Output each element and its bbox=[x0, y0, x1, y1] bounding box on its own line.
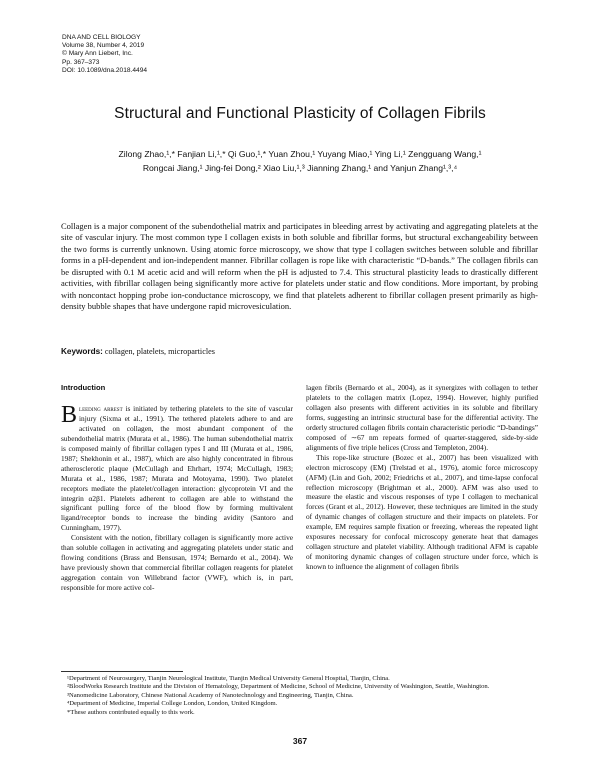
footnotes bbox=[61, 675, 538, 717]
intro-paragraph-2: Consistent with the notion, fibrillary collagen is significantly more active than soluble collagen in activating and aggregating platelets under static and flowing conditions (Brass and Bensusan, 1974; Bernardo et al., 2004). We have previously shown that commercial fibrillar collagen reagents for platelet aggregation contain von Willebrand factor (VWF), which is, in part, responsible for more active col- bbox=[61, 533, 293, 593]
author-list bbox=[70, 148, 530, 175]
intro-paragraph-4: This rope-like structure (Bozec et al., 2007) has been visualized with electron microscopy (EM) (Trelstad et al., 1976), atomic force microscopy (AFM) (Lin and Goh, 2002; Friedrichs et al., 2007), and time-lapse confocal reflection microscopy (Brightman et al., 2000). AFM was also used to measure the elastic and viscous responses of type I collagen to mechanical forces (Grant et al., 2012). However, these techniques are limited in the study of dynamic changes of collagen structure and their impacts on platelets. For example, EM requires sample fixation or freezing, whereas the repeated light exposures necessary for confocal microscopy generate heat that damages collagen structure and platelet viability. Although traditional AFM is capable of monitoring dynamic changes of collagen structure under force, which is known to influence the alignment of collagen fibrils bbox=[306, 452, 538, 572]
journal-copyright: © Mary Ann Liebert, Inc. bbox=[62, 50, 133, 58]
footnote-2: ²BloodWorks Research Institute and the Division of Hematology, Department of Medicine, School of Medicine, University of Washington, Seattle, Washington. bbox=[67, 683, 490, 691]
page-number: 367 bbox=[292, 736, 308, 746]
keywords-text: collagen, platelets, microparticles bbox=[102, 347, 215, 356]
keywords bbox=[61, 347, 215, 356]
intro-paragraph-1-text: is initiated by tethering platelets to the site of vascular injury (Sixma et al., 1991). The tethered platelets adhere to and are activated on collagen, the most abundant component of the subendothelial matrix (Murata et al., 1986). The human subendothelial matrix is composed mainly of fibrillar collagen types I and III (Murata et al., 1986, 1987; Shekhonin et al., 1987), which are also highly concentrated in fibrous atherosclerotic plaque (McCullagh and Ehrhart, 1974; McCullagh, 1983; Murata et al., 1986, 1987; Murata and Motoyama, 1990). Two platelet receptors mediate the platelet/collagen interaction: glycoprotein VI and the integrin α2β1. Platelets adherent to collagen are able to withstand the significant pulling force of the blood flow by forming multivalent ligand/receptor bonds to increase the binding avidity (Santoro and Cunningham, 1977). bbox=[61, 403, 294, 533]
author-line-1: Zilong Zhao,¹,* Fanjian Li,¹,* Qi Guo,¹,* Yuan Zhou,¹ Yuyang Miao,¹ Ying Li,¹ Zengguang Wang,¹ bbox=[118, 149, 482, 159]
footnote-divider bbox=[61, 671, 183, 672]
journal-doi: DOI: 10.1089/dna.2018.4494 bbox=[62, 66, 148, 74]
drop-cap: B bbox=[61, 401, 78, 428]
footnote-5: *These authors contributed equally to this work. bbox=[67, 708, 195, 716]
intro-paragraph-1 bbox=[61, 401, 294, 533]
lead-in: leeding arrest bbox=[79, 403, 123, 413]
footnote-4: ⁴Department of Medicine, Imperial College London, London, United Kingdom. bbox=[67, 700, 278, 708]
article-title: Structural and Functional Plasticity of Collagen Fibrils bbox=[114, 105, 486, 123]
footnote-1: ¹Department of Neurosurgery, Tianjin Neurological Institute, Tianjin Medical University General Hospital, Tianjin, China. bbox=[67, 675, 390, 682]
right-column bbox=[306, 383, 538, 572]
journal-pages: Pp. 367–373 bbox=[62, 58, 100, 66]
abstract: Collagen is a major component of the subendothelial matrix and participates in bleeding arrest by activating and aggregating platelets at the site of vascular injury. The most common type I collagen exists in both soluble and fibrillar forms, but structural exchangeability between the two forms is currently unknown. Using atomic force microscopy, we show that type I collagen switches between soluble and fibrillar forms in a pH-dependent and ion-independent manner. Fibrillar collagen is rope like with characteristic “D-bands.” The collagen fibrils can be disrupted with 0.1 M acetic acid and will reform when the pH is adjusted to 7.4. This structural plasticity leads to drastically different activities, with fibrillar collagen being significantly more active for platelets under static and flow conditions. More important, by probing with noncontact hopping probe ion-conductance microscopy, we find that platelets adherent to fibrillar collagen present primarily as high-density bubble shapes that have undergone rapid microvesiculation. bbox=[61, 220, 538, 312]
journal-header bbox=[62, 34, 147, 75]
journal-name: DNA AND CELL BIOLOGY bbox=[62, 34, 141, 41]
author-line-2: Rongcai Jiang,¹ Jing-fei Dong,² Xiao Liu,¹,³ Jianning Zhang,¹ and Yanjun Zhang¹,³,⁴ bbox=[142, 162, 458, 173]
footnote-3: ³Nanomedicine Laboratory, Chinese National Academy of Nanotechnology and Engineering, Tianjin, China. bbox=[67, 691, 354, 699]
left-column bbox=[61, 383, 293, 593]
keywords-label: Keywords: bbox=[61, 347, 103, 356]
section-heading-introduction: Introduction bbox=[61, 383, 106, 392]
intro-paragraph-3: lagen fibrils (Bernardo et al., 2004), as it synergizes with collagen to tether platelets to the collagen matrix (Lopez, 1994). However, highly purified collagen also presents with different activities in its soluble and fibrillary forms, suggesting an intrinsic structural base for the differential activity. The orderly structured collagen fibrils contain characteristic periodic “D-bandings” composed of ∼67 nm repeats formed of quarter-staggered, side-by-side alignments of five triple helices (Cross and Templeton, 2004). bbox=[306, 383, 538, 452]
journal-volume: Volume 38, Number 4, 2019 bbox=[62, 42, 145, 50]
